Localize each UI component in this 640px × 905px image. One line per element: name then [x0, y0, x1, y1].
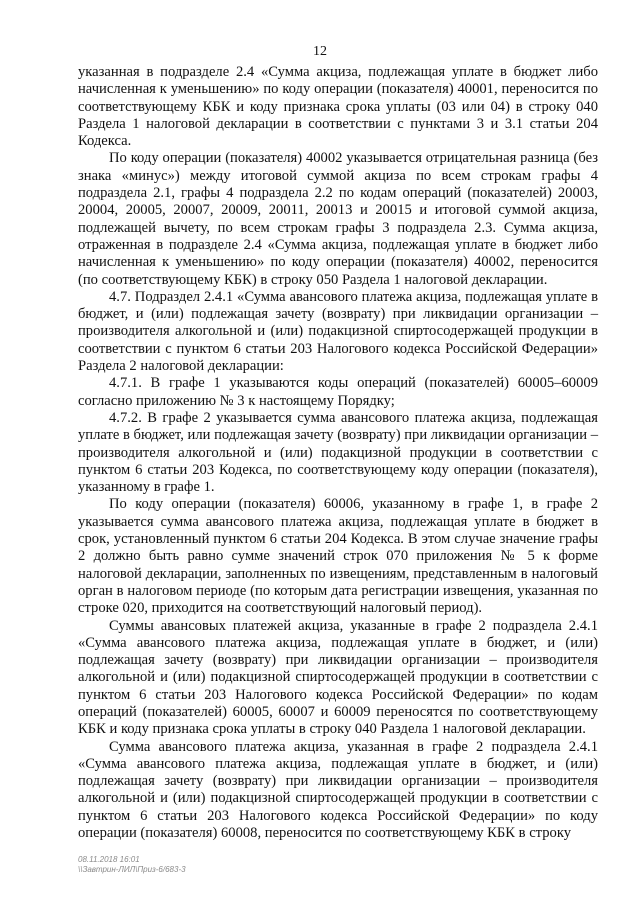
paragraph-continuation: указанная в подразделе 2.4 «Сумма акциза, подлежащая уплате в бюджет либо начисленная к уменьшению» по коду операции (показателя) 40001, переносится по соответствующему КБК и коду признака срока уплаты (03 или 04) в строку 040 Раздела 1 налоговой декларации в соответствии с пунктами 3 и 3.1 статьи 204 Кодекса.: [78, 64, 598, 150]
footer-file-path: \\Завтрин-ЛИЛ\Приз-6/683-3: [78, 865, 186, 874]
page-number: 12: [313, 44, 327, 59]
document-footer: [78, 855, 186, 875]
paragraph-code-40002: По коду операции (показателя) 40002 указывается отрицательная разница (без знака «минус») между итоговой суммой акциза по всем строкам графы 4 подраздела 2.1, графы 4 подраздела 2.2 по кодам операций (показателей) 20003, 20004, 20005, 20007, 20009, 20011, 20013 и 20015 и итоговой суммой акциза, подлежащей вычету, по всем строкам графы 3 подраздела 2.3. Сумма акциза, отраженная в подразделе 2.4 «Сумма акциза, подлежащая уплате в бюджет либо начисленная к уменьшению» по коду операции (показателя) 40002, переносится (по соответствующему КБК) в строку 050 Раздела 1 налоговой декларации.: [78, 150, 598, 288]
paragraph-section-4-7: 4.7. Подраздел 2.4.1 «Сумма авансового платежа акциза, подлежащая уплате в бюджет, и (или) подлежащая зачету (возврату) при ликвидации организации – производителя алкогольной и (или) подакцизной спиртосодержащей продукции в соответствии с пунктом 6 статьи 203 Налогового кодекса Российской Федерации» Раздела 2 налоговой декларации:: [78, 288, 598, 375]
paragraph-advance-sums: Суммы авансовых платежей акциза, указанные в графе 2 подраздела 2.4.1 «Сумма авансового платежа акциза, подлежащая уплате в бюджет, и (или) подлежащая зачету (возврату) при ликвидации организации – производителя алкогольной и (или) подакцизной спиртосодержащей продукции в соответствии с пунктом 6 статьи 203 Налогового кодекса Российской Федерации» по кодам операций (показателей) 60005, 60007 и 60009 переносятся по соответствующему КБК и коду признака срока уплаты в строку 040 Раздела 1 налоговой декларации.: [78, 617, 598, 738]
footer-timestamp: 08.11.2018 16:01: [78, 855, 140, 864]
document-body: [78, 64, 598, 842]
paragraph-code-60006: По коду операции (показателя) 60006, указанному в графе 1, в графе 2 указывается сумма авансового платежа акциза, подлежащая уплате в бюджет в срок, установленный пунктом 6 статьи 204 Кодекса. В этом случае значение графы 2 должно быть равно сумме значений строк 070 приложения № 5 к форме налоговой декларации, заполненных по извещениям, представленным в налоговый орган в налоговом периоде (по которым дата регистрации извещения, указанная по строке 020, приходится на соответствующий налоговый период).: [78, 496, 598, 617]
paragraph-code-60008: Сумма авансового платежа акциза, указанная в графе 2 подраздела 2.4.1 «Сумма авансового платежа акциза, подлежащая уплате в бюджет, и (или) подлежащая зачету (возврату) при ликвидации организации – производителя алкогольной и (или) подакцизной спиртосодержащей продукции в соответствии с пунктом 6 статьи 203 Налогового кодекса Российской Федерации» по коду операции (показателя) 60008, переносится по соответствующему КБК в строку: [78, 738, 598, 842]
paragraph-section-4-7-2: 4.7.2. В графе 2 указывается сумма авансового платежа акциза, подлежащая уплате в бюджет, или подлежащая зачету (возврату) при ликвидации организации – производителя алкогольной и (или) подакцизной продукции в соответствии с пунктом 6 статьи 203 Кодекса, по соответствующему коду операции (показателя), указанному в графе 1.: [78, 409, 598, 496]
paragraph-section-4-7-1: 4.7.1. В графе 1 указываются коды операций (показателей) 60005–60009 согласно приложению № 3 к настоящему Порядку;: [78, 375, 598, 409]
